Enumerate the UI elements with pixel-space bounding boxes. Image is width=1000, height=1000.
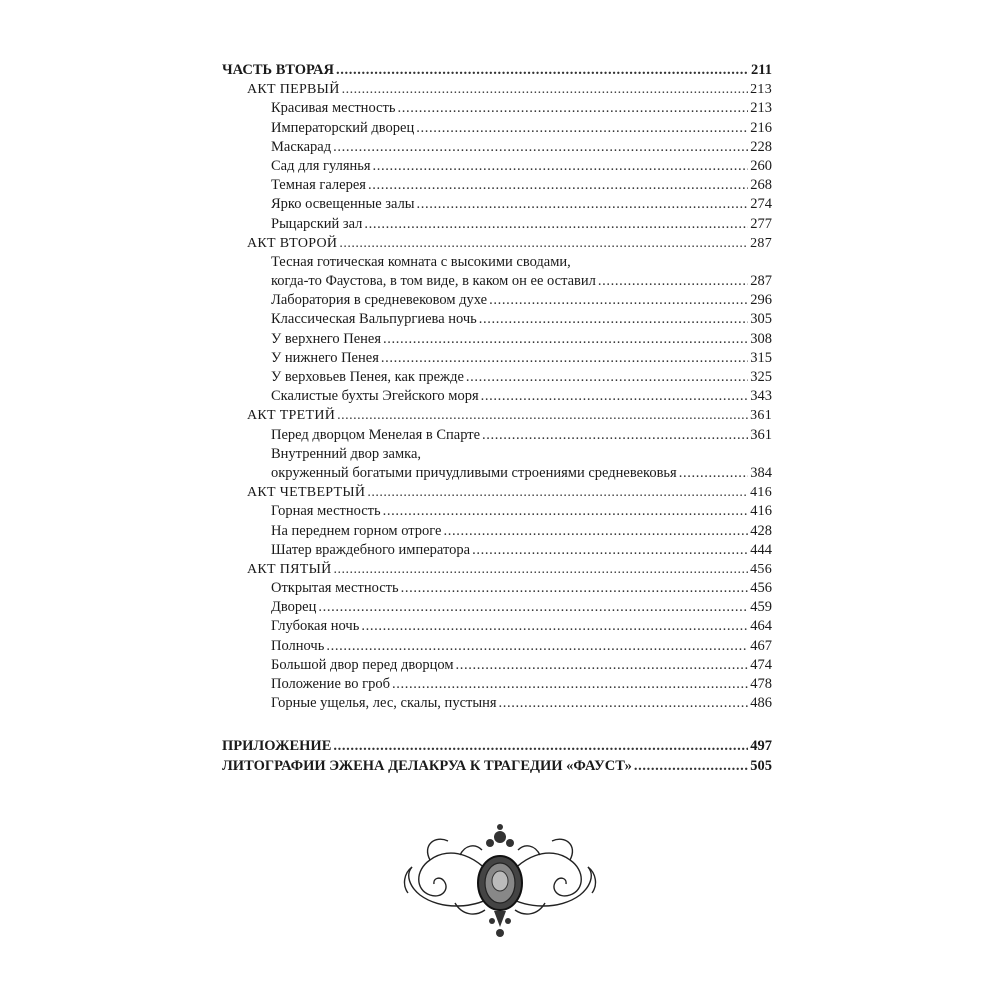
toc-entry-title: Красивая местность — [271, 100, 396, 117]
toc-entry-title: Полночь — [271, 637, 325, 654]
toc-entry-scene[interactable] — [222, 522, 772, 541]
toc-entry-scene-line[interactable] — [222, 445, 772, 464]
toc-entry-scene[interactable] — [222, 272, 772, 291]
toc-entry-page: 486 — [750, 695, 772, 712]
toc-entry-page: 277 — [750, 215, 772, 232]
toc-entry-title: Шатер враждебного императора — [271, 541, 471, 558]
dot-leader — [383, 502, 749, 521]
toc-entry-scene[interactable] — [222, 464, 772, 483]
toc-entry-scene[interactable] — [222, 310, 772, 329]
toc-entry-scene[interactable] — [222, 541, 772, 560]
toc-entry-page: 467 — [750, 637, 772, 654]
toc-entry-title: АКТ ТРЕТИЙ — [247, 408, 336, 424]
toc-entry-scene[interactable] — [222, 368, 772, 387]
toc-entry-title: Темная галерея — [271, 177, 366, 194]
toc-entry-title: АКТ ПЕРВЫЙ — [247, 82, 340, 98]
toc-entry-title: Императорский дворец — [271, 119, 415, 136]
toc-entry-title: У верховьев Пенея, как прежде — [271, 369, 464, 385]
toc-entry-page: 343 — [750, 388, 772, 405]
toc-entry-page: 305 — [750, 311, 772, 328]
toc-entry-scene[interactable] — [222, 119, 772, 138]
toc-entry-title: АКТ ВТОРОЙ — [247, 235, 338, 251]
toc-entry-page: 444 — [750, 541, 772, 558]
dot-leader — [383, 330, 748, 349]
toc-entry-page: 459 — [750, 599, 772, 616]
dot-leader — [482, 426, 748, 445]
toc-entry-part-two[interactable] — [222, 61, 772, 80]
dot-leader — [337, 406, 748, 425]
toc-entry-title: Лаборатория в средневековом духе — [271, 292, 488, 309]
toc-entry-page: 213 — [750, 82, 772, 98]
dot-leader — [456, 656, 749, 675]
toc-entry-page: 287 — [750, 235, 772, 251]
toc-entry-scene[interactable] — [222, 176, 772, 195]
toc-entry-title: У нижнего Пенея — [271, 349, 379, 366]
toc-entry-page: 296 — [750, 292, 772, 309]
toc-entry-scene[interactable] — [222, 426, 772, 445]
toc-entry-title: АКТ ЧЕТВЕРТЫЙ — [247, 485, 366, 501]
toc-entry-title: Сад для гулянья — [271, 157, 371, 174]
toc-entry-appendix[interactable] — [222, 737, 772, 756]
dot-leader — [598, 272, 748, 291]
toc-entry-title: окруженный богатыми причудливыми строениями средневековья — [271, 464, 677, 481]
toc-entry-title: На переднем горном отроге — [271, 522, 442, 539]
toc-entry-scene[interactable] — [222, 598, 772, 617]
dot-leader — [342, 80, 748, 99]
toc-entry-title: Большой двор перед дворцом — [271, 656, 454, 673]
dot-leader — [367, 483, 748, 502]
toc-entry-title: ЛИТОГРАФИИ ЭЖЕНА ДЕЛАКРУА К ТРАГЕДИИ «ФАУСТ» — [222, 757, 632, 774]
toc-entry-page: 287 — [750, 273, 772, 290]
toc-entry-scene-line[interactable] — [222, 253, 772, 272]
dot-leader — [318, 598, 748, 617]
dot-leader — [333, 737, 748, 756]
toc-entry-scene[interactable] — [222, 502, 772, 521]
toc-entry-page: 428 — [750, 522, 772, 539]
toc-entry-scene[interactable] — [222, 675, 772, 694]
section-gap — [222, 713, 772, 737]
dot-leader — [361, 617, 748, 636]
toc-entry-page: 456 — [750, 580, 772, 597]
toc-entry-page: 213 — [750, 100, 772, 117]
toc-entry-title: Рыцарский зал — [271, 215, 363, 232]
toc-entry-scene[interactable] — [222, 157, 772, 176]
dot-leader — [416, 119, 748, 138]
toc-entry-title: Маскарад — [271, 138, 332, 155]
toc-entry-scene[interactable] — [222, 637, 772, 656]
dot-leader — [634, 757, 748, 776]
dot-leader — [333, 138, 748, 157]
dot-leader — [499, 694, 749, 713]
dot-leader — [397, 99, 748, 118]
toc-entry-title: Положение во гроб — [271, 676, 390, 692]
toc-entry-scene[interactable] — [222, 387, 772, 406]
toc-entry-page: 228 — [750, 138, 772, 155]
dot-leader — [368, 176, 748, 195]
toc-entry-page: 464 — [750, 618, 772, 635]
toc-entry-title: ЧАСТЬ ВТОРАЯ — [222, 62, 334, 78]
toc-entry-scene[interactable] — [222, 215, 772, 234]
toc-entry-page: 308 — [750, 330, 772, 347]
toc-entry-page: 211 — [751, 62, 772, 78]
toc-entry-title: У верхнего Пенея — [271, 330, 382, 347]
dot-leader — [364, 215, 748, 234]
dot-leader — [336, 61, 749, 80]
dot-leader — [334, 560, 749, 579]
toc-entry-scene[interactable] — [222, 349, 772, 368]
toc-entry-page: 478 — [750, 676, 772, 692]
dot-leader — [373, 157, 749, 176]
toc-entry-act-four[interactable] — [222, 483, 772, 502]
toc-entry-title: Внутренний двор замка, — [271, 445, 422, 462]
toc-entry-title: ПРИЛОЖЕНИЕ — [222, 738, 332, 755]
toc-entry-scene[interactable] — [222, 617, 772, 636]
dot-leader — [326, 637, 748, 656]
toc-entry-page: 268 — [750, 177, 772, 194]
dot-leader — [679, 464, 749, 483]
toc-entry-page: 505 — [750, 757, 772, 774]
toc-entry-title: Тесная готическая комната с высокими сводами, — [271, 253, 571, 270]
toc-entry-title: Открытая местность — [271, 580, 399, 597]
toc-entry-scene[interactable] — [222, 656, 772, 675]
toc-entry-scene[interactable] — [222, 138, 772, 157]
dot-leader — [472, 541, 748, 560]
toc-entry-page: 416 — [750, 485, 772, 501]
toc-entry-act-one[interactable] — [222, 80, 772, 99]
toc-entry-title: Глубокая ночь — [271, 618, 360, 635]
toc-entry-title: Классическая Вальпургиева ночь — [271, 311, 477, 328]
toc-entry-scene[interactable] — [222, 330, 772, 349]
toc-entry-scene[interactable] — [222, 579, 772, 598]
toc-entry-page: 315 — [750, 349, 772, 366]
dot-leader — [443, 522, 748, 541]
toc-entry-page: 474 — [750, 656, 772, 673]
toc-entry-title: Ярко освещенные залы — [271, 196, 415, 213]
toc-entry-title: Перед дворцом Менелая в Спарте — [271, 426, 481, 443]
toc-entry-act-two[interactable] — [222, 234, 772, 253]
dot-leader — [392, 675, 748, 694]
toc-entry-title: Горная местность — [271, 503, 381, 520]
dot-leader — [381, 349, 748, 368]
toc-entry-act-three[interactable] — [222, 406, 772, 425]
toc-entry-page: 361 — [750, 426, 772, 443]
toc-entry-scene[interactable] — [222, 195, 772, 214]
dot-leader — [481, 387, 749, 406]
toc-entry-page: 325 — [750, 369, 772, 385]
dot-leader — [489, 291, 748, 310]
toc-entry-act-five[interactable] — [222, 560, 772, 579]
toc-entry-page: 274 — [750, 196, 772, 213]
toc-entry-page: 416 — [750, 503, 772, 520]
toc-entry-page: 384 — [750, 464, 772, 481]
toc-entry-scene[interactable] — [222, 694, 772, 713]
toc-entry-page: 456 — [750, 561, 772, 577]
toc-entry-title: Скалистые бухты Эгейского моря — [271, 388, 479, 405]
dot-leader — [417, 195, 749, 214]
toc-entry-title: Дворец — [271, 599, 317, 616]
toc-entry-page: 260 — [750, 157, 772, 174]
toc-entry-lithographs[interactable] — [222, 757, 772, 776]
table-of-contents — [222, 61, 772, 776]
toc-entry-title: АКТ ПЯТЫЙ — [247, 561, 332, 577]
dot-leader — [479, 310, 748, 329]
baroque-ornament-icon — [400, 815, 600, 945]
toc-entry-title: Горные ущелья, лес, скалы, пустыня — [271, 695, 497, 712]
toc-entry-page: 216 — [750, 119, 772, 136]
dot-leader — [339, 234, 748, 253]
toc-entry-scene[interactable] — [222, 291, 772, 310]
toc-entry-scene[interactable] — [222, 99, 772, 118]
toc-entry-page: 497 — [750, 738, 772, 755]
dot-leader — [466, 368, 748, 387]
dot-leader — [401, 579, 749, 598]
toc-entry-title: когда-то Фаустова, в том виде, в каком он ее оставил — [271, 273, 596, 290]
toc-entry-page: 361 — [750, 408, 772, 424]
